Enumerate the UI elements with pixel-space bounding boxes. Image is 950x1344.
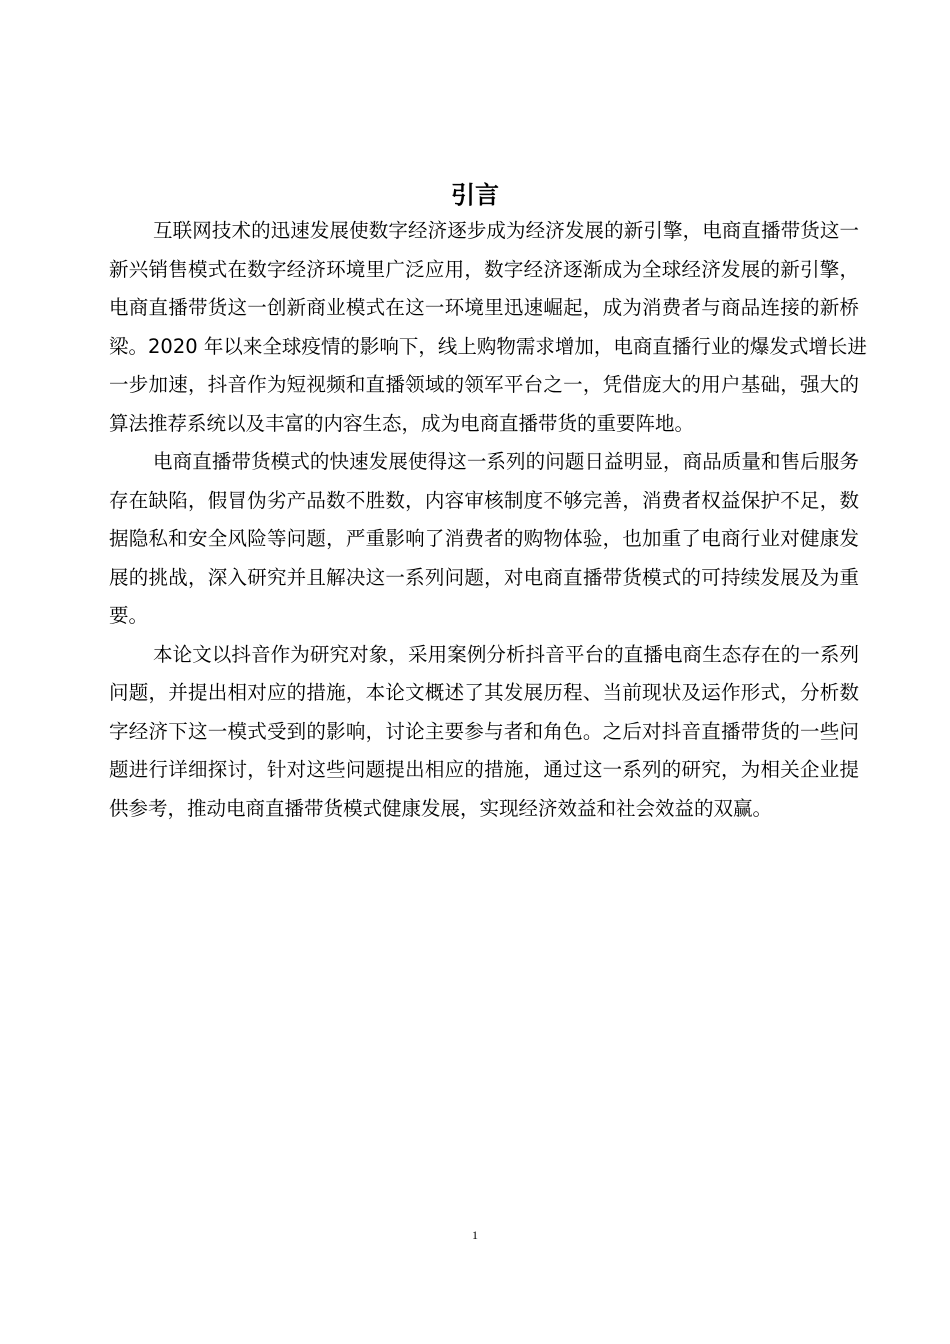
text-line: 算法推荐系统以及丰富的内容生态，成为电商直播带货的重要阵地。 (109, 411, 695, 435)
text-line: 存在缺陷，假冒伪劣产品数不胜数，内容审核制度不够完善，消费者权益保护不足，数 (109, 488, 859, 512)
text-line: 题进行详细探讨，针对这些问题提出相应的措施，通过这一系列的研究，为相关企业提 (109, 758, 859, 781)
text-line: 问题，并提出相对应的措施，本论文概述了其发展历程、当前现状及运作形式，分析数 (109, 681, 859, 704)
text-line: 梁。2020 年以来全球疫情的影响下，线上购物需求增加，电商直播行业的爆发式增长进 (109, 334, 867, 358)
text-line: 要。 (109, 604, 149, 627)
text-line: 本论文以抖音作为研究对象，采用案例分析抖音平台的直播电商生态存在的一系列 (153, 642, 859, 666)
text-line: 新兴销售模式在数字经济环境里广泛应用，数字经济逐渐成为全球经济发展的新引擎， (109, 257, 859, 281)
text-line: 电商直播带货这一创新商业模式在这一环境里迅速崛起，成为消费者与商品连接的新桥 (109, 296, 859, 319)
text-line: 供参考，推动电商直播带货模式健康发展，实现经济效益和社会效益的双赢。 (109, 796, 773, 820)
page-title: 引言 (451, 181, 499, 209)
text-line: 互联网技术的迅速发展使数字经济逐步成为经济发展的新引擎，电商直播带货这一 (153, 219, 859, 242)
text-line: 一步加速，抖音作为短视频和直播领域的领军平台之一，凭借庞大的用户基础，强大的 (109, 373, 859, 396)
text-line: 字经济下这一模式受到的影响，讨论主要参与者和角色。之后对抖音直播带货的一些问 (109, 719, 859, 743)
text-line: 电商直播带货模式的快速发展使得这一系列的问题日益明显，商品质量和售后服务 (153, 450, 859, 473)
document-body (109, 212, 867, 828)
paragraph-2 (109, 443, 859, 636)
paragraph-1 (109, 212, 867, 443)
paragraph-3 (109, 636, 859, 829)
text-line: 据隐私和安全风险等问题，严重影响了消费者的购物体验，也加重了电商行业对健康发 (109, 527, 859, 550)
page-number: 1 (472, 1228, 478, 1242)
text-line: 展的挑战，深入研究并且解决这一系列问题，对电商直播带货模式的可持续发展及为重 (109, 565, 859, 589)
